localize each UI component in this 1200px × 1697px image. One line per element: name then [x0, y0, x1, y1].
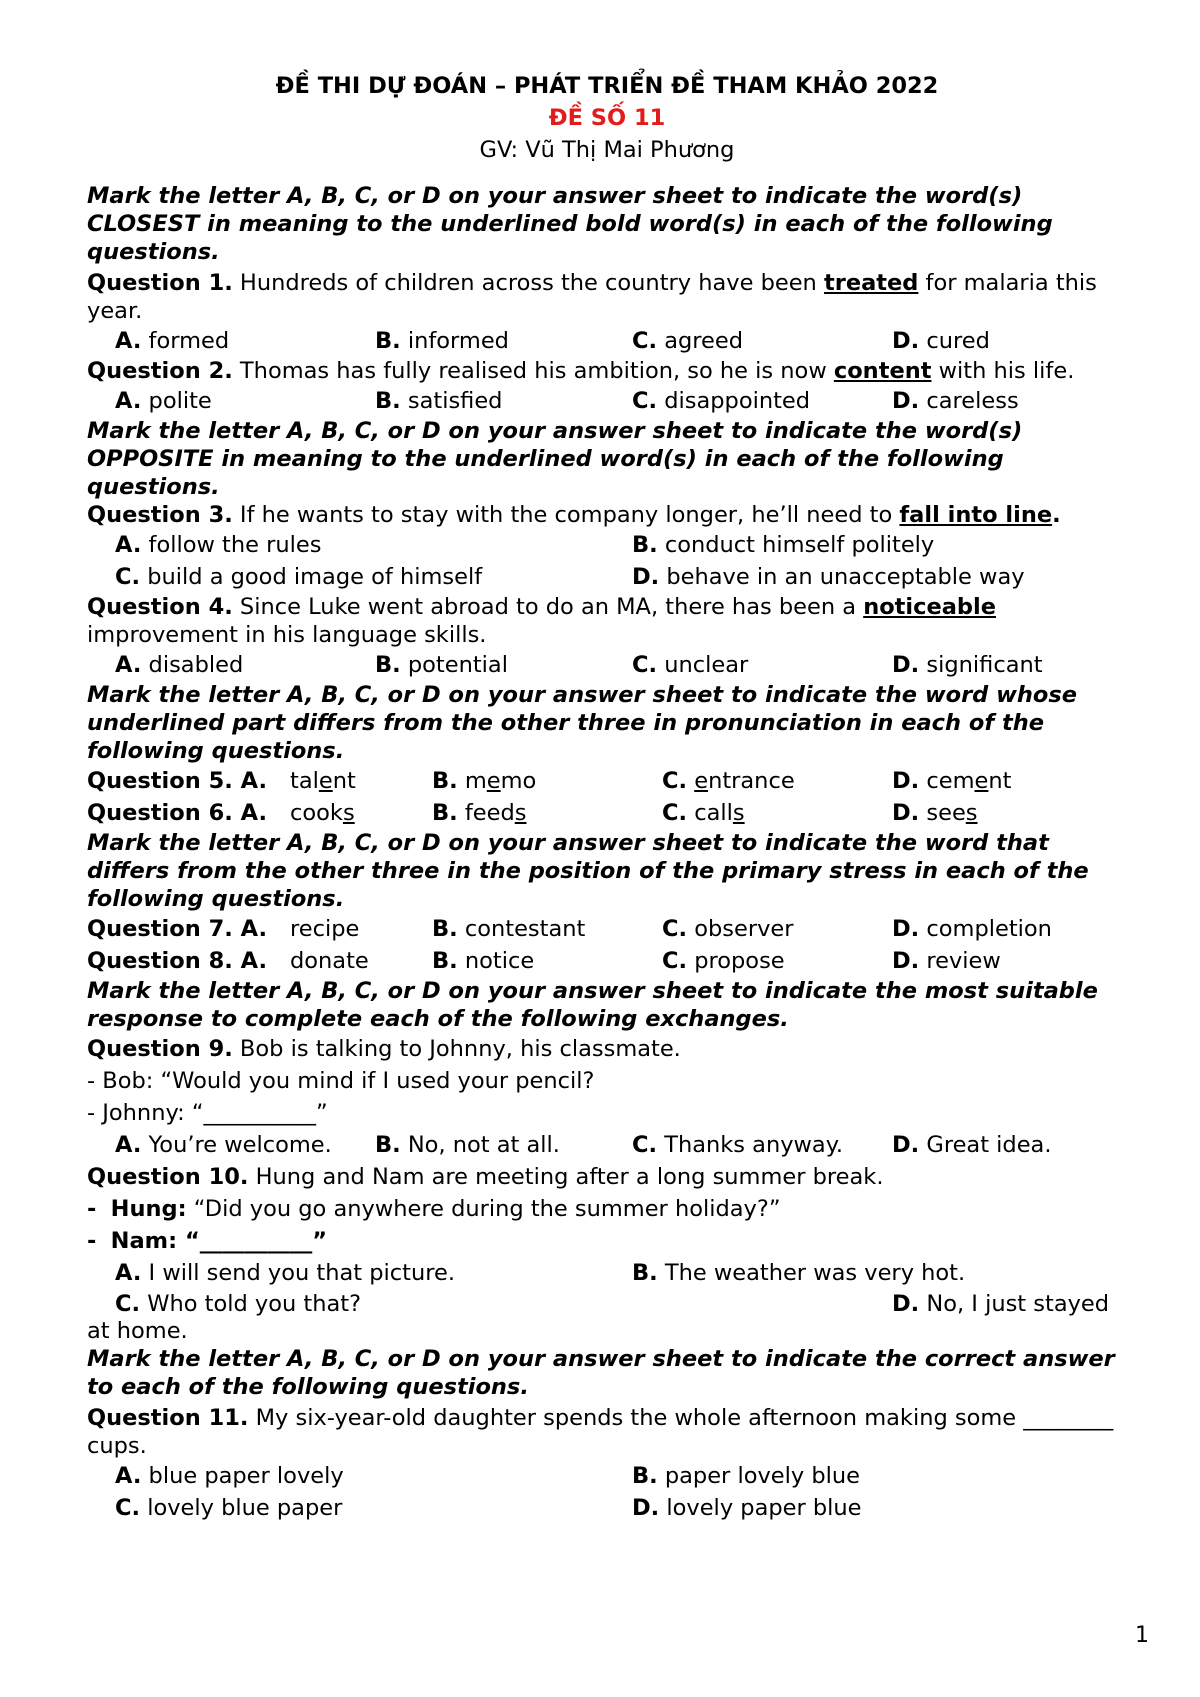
option-d: D. lovely paper blue: [632, 1495, 862, 1521]
option-a: A. polite: [115, 388, 212, 414]
question-label: Question 3.: [87, 502, 233, 528]
option-b: B. conduct himself politely: [632, 532, 935, 558]
option-a: cooks: [290, 800, 355, 826]
question-4: Question 4. Since Luke went abroad to do an MA, there has been a noticeable improvement in his language skills.: [87, 594, 996, 648]
options-row: [87, 1289, 1127, 1317]
option-c: C. disappointed: [632, 388, 811, 414]
option-b: B. potential: [375, 652, 508, 678]
option-d-continued: at home.: [87, 1318, 188, 1344]
key-word: content: [833, 358, 932, 384]
question-label: Question 1.: [87, 270, 233, 296]
question-label: Question 5. A.: [87, 768, 267, 794]
option-a: talent: [290, 768, 356, 794]
teacher-name: GV: Vũ Thị Mai Phương: [479, 137, 735, 163]
option-b: B. memo: [432, 768, 537, 794]
dialogue-line: - Johnny: “__________”: [87, 1100, 328, 1126]
section-instruction: Mark the letter A, B, C, or D on your answer sheet to indicate the most suitable response to complete each of the following exchanges.: [87, 978, 1098, 1032]
question-label: Question 10.: [87, 1164, 249, 1190]
option-c: C. Thanks anyway.: [632, 1132, 843, 1158]
section-instruction: Mark the letter A, B, C, or D on your answer sheet to indicate the word(s) OPPOSITE in meaning to the underlined word(s) in each of the following questions.: [87, 418, 1023, 500]
option-c: C. lovely blue paper: [115, 1495, 343, 1521]
options-row: [87, 561, 1127, 593]
option-c: C. unclear: [632, 652, 749, 678]
question-2: Question 2. Thomas has fully realised his ambition, so he is now content with his life.: [87, 358, 1075, 384]
key-word: noticeable: [863, 594, 996, 620]
exam-title: ĐỀ THI DỰ ĐOÁN – PHÁT TRIỂN ĐỀ THAM KHẢO 2022: [275, 73, 939, 99]
exam-page: [87, 70, 1127, 1524]
option-c: C. observer: [662, 916, 794, 942]
option-b: B. satisfied: [375, 388, 503, 414]
section-instruction: Mark the letter A, B, C, or D on your answer sheet to indicate the correct answer to each of the following questions.: [87, 1346, 1115, 1400]
option-d: D. cement: [892, 768, 1012, 794]
options-row: [87, 385, 1127, 417]
question-9: Question 9. Bob is talking to Johnny, his classmate.: [87, 1036, 681, 1062]
option-d: D. completion: [892, 916, 1052, 942]
question-1: Question 1. Hundreds of children across the country have been treated for malaria this year.: [87, 270, 1097, 324]
option-d: D. behave in an unacceptable way: [632, 564, 1025, 590]
question-label: Question 7. A.: [87, 916, 267, 942]
question-5: [87, 765, 1127, 797]
option-c: C. agreed: [632, 328, 744, 354]
option-b: B. informed: [375, 328, 509, 354]
key-word: treated: [823, 270, 919, 296]
option-a: A. formed: [115, 328, 230, 354]
option-b: B. contestant: [432, 916, 586, 942]
options-row: [87, 1460, 1127, 1492]
option-d: D. significant: [892, 652, 1043, 678]
exam-number: ĐỀ SỐ 11: [548, 105, 666, 131]
option-a: A. I will send you that picture.: [115, 1260, 455, 1286]
question-label: Question 9.: [87, 1036, 233, 1062]
question-8: [87, 945, 1127, 977]
question-label: Question 4.: [87, 594, 233, 620]
option-b: B. paper lovely blue: [632, 1463, 860, 1489]
option-c: C. calls: [662, 800, 745, 826]
options-row: [87, 1492, 1127, 1524]
option-a: recipe: [290, 916, 360, 942]
option-d: D. Great idea.: [892, 1132, 1052, 1158]
options-row: [87, 1129, 1127, 1161]
option-d: D. review: [892, 948, 1001, 974]
option-b: B. The weather was very hot.: [632, 1260, 966, 1286]
options-row: [87, 529, 1127, 561]
option-d: D. sees: [892, 800, 978, 826]
option-c: C. propose: [662, 948, 785, 974]
key-word: fall into line: [899, 502, 1053, 528]
option-b: B. notice: [432, 948, 535, 974]
question-3: Question 3. If he wants to stay with the company longer, he’ll need to fall into line.: [87, 502, 1061, 528]
option-a: A. follow the rules: [115, 532, 322, 558]
section-instruction: Mark the letter A, B, C, or D on your answer sheet to indicate the word that differs from the other three in the position of the primary stress in each of the following questions.: [87, 830, 1089, 912]
option-a: donate: [290, 948, 369, 974]
section-instruction: Mark the letter A, B, C, or D on your answer sheet to indicate the word whose underlined part differs from the other three in pronunciation in each of the following questions.: [87, 682, 1078, 764]
option-b: B. feeds: [432, 800, 527, 826]
options-row: [87, 325, 1127, 357]
option-d: D. cured: [892, 328, 990, 354]
section-instruction: Mark the letter A, B, C, or D on your answer sheet to indicate the word(s) CLOSEST in meaning to the underlined bold word(s) in each of the following questions.: [87, 183, 1053, 265]
option-d: D. No, I just stayed: [892, 1291, 1110, 1317]
dialogue-line: - Hung: “Did you go anywhere during the summer holiday?”: [87, 1196, 781, 1222]
option-c: C. Who told you that?: [115, 1291, 362, 1317]
option-a: A. disabled: [115, 652, 244, 678]
question-6: [87, 797, 1127, 829]
option-b: B. No, not at all.: [375, 1132, 560, 1158]
question-label: Question 2.: [87, 358, 233, 384]
question-11: Question 11. My six-year-old daughter spends the whole afternoon making some ________ cups.: [87, 1405, 1114, 1459]
option-c: C. entrance: [662, 768, 795, 794]
option-d: D. careless: [892, 388, 1019, 414]
question-10: Question 10. Hung and Nam are meeting after a long summer break.: [87, 1164, 884, 1190]
dialogue-line: - Nam: “__________”: [87, 1228, 328, 1254]
question-label: Question 6. A.: [87, 800, 267, 826]
page-number: 1: [1135, 1623, 1149, 1648]
option-a: A. You’re welcome.: [115, 1132, 332, 1158]
options-row: [87, 649, 1127, 681]
options-row: [87, 1257, 1127, 1289]
question-7: [87, 913, 1127, 945]
option-a: A. blue paper lovely: [115, 1463, 344, 1489]
option-c: C. build a good image of himself: [115, 564, 483, 590]
question-label: Question 8. A.: [87, 948, 267, 974]
dialogue-line: - Bob: “Would you mind if I used your pencil?: [87, 1068, 595, 1094]
question-label: Question 11.: [87, 1405, 249, 1431]
